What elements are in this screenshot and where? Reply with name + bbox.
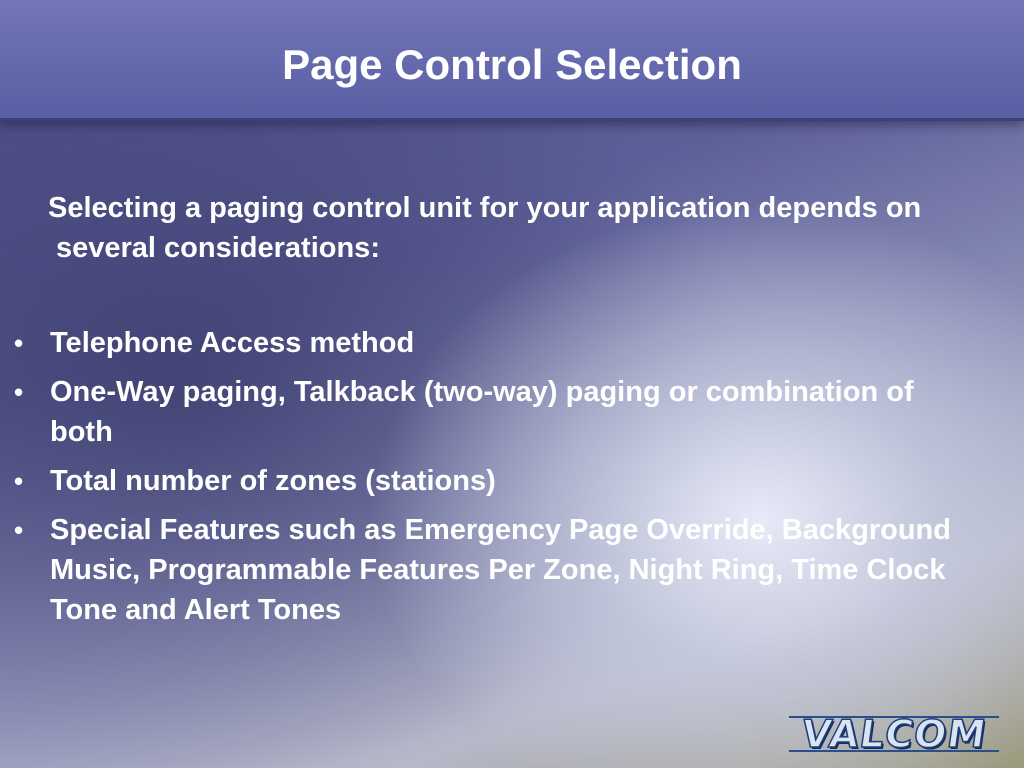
bullet-item [0,510,960,630]
bullet-dot-icon: • [14,515,24,545]
bullet-dot-icon: • [14,466,24,496]
slide-title: Page Control Selection [282,41,742,88]
bullet-text: Special Features such as Emergency Page Override, Background Music, Programmable Features Per Zone, Night Ring, Time Clock Tone and Alert Tones [50,514,951,626]
bullet-dot-icon: • [14,328,24,358]
title-bar [0,0,1024,121]
bullet-item [0,372,960,452]
bullet-dot-icon: • [14,377,24,407]
bullet-item [0,461,960,501]
valcom-logo [783,712,1005,756]
bullet-list [0,323,960,639]
bullet-text: One-Way paging, Talkback (two-way) paging or combination of both [50,376,914,448]
bullet-text: Telephone Access method [50,327,415,359]
intro-paragraph: Selecting a paging control unit for your application depends on several considerations: [48,192,922,264]
logo-text: VALCOM [798,712,990,756]
bullet-text: Total number of zones (stations) [50,465,496,497]
bullet-item [0,323,960,363]
